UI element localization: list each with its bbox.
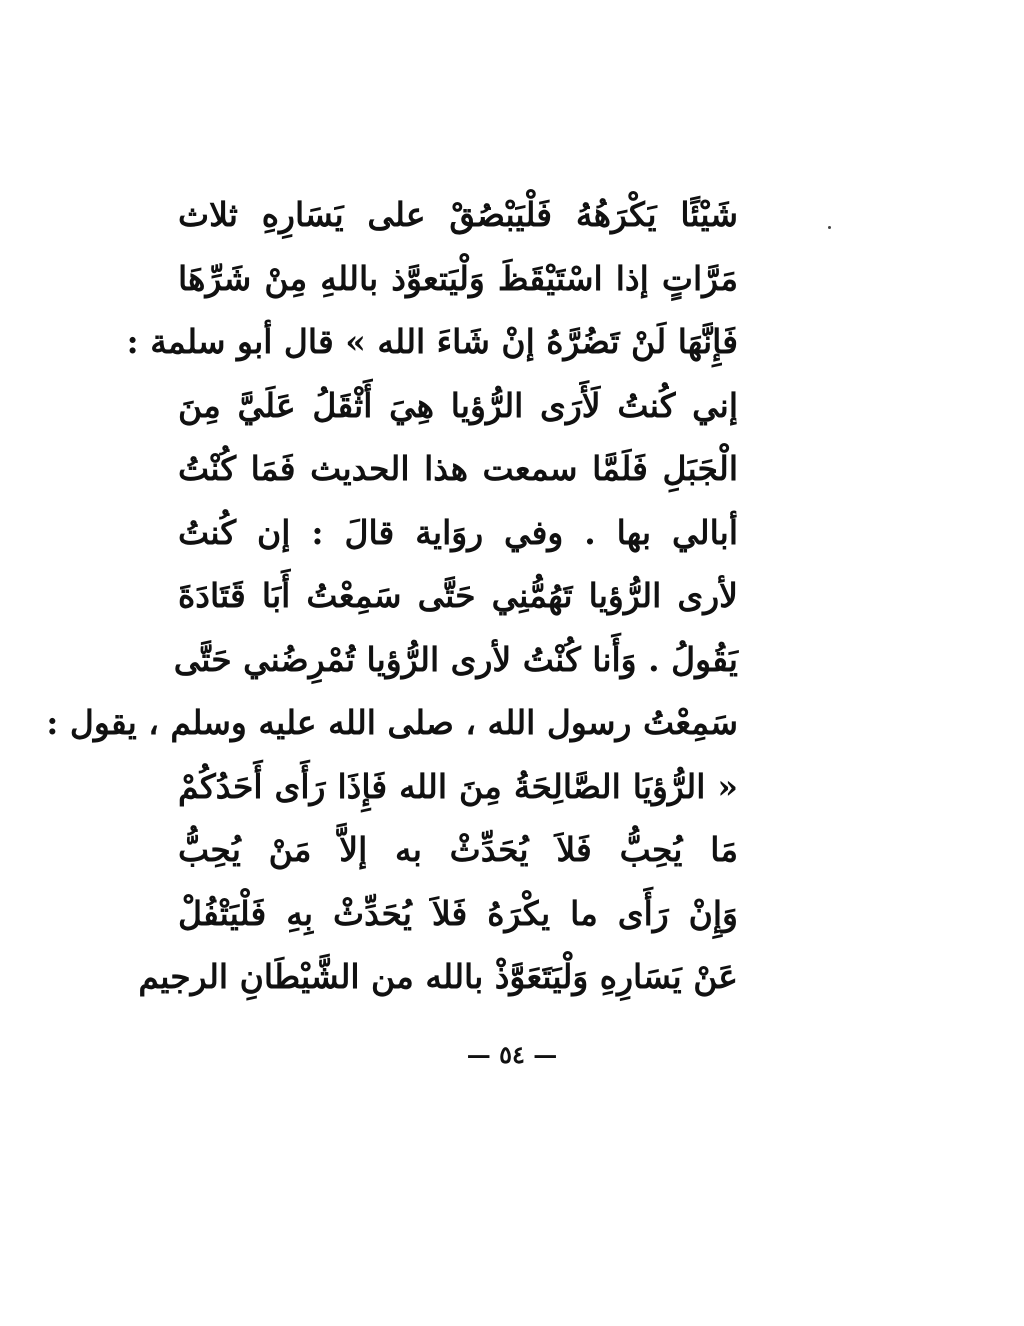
text-line: لأرى الرُّؤيا تَهُمُّنِي حَتَّى سَمِعْتُ أَبَا قَتَادَةَ	[178, 576, 738, 615]
text-line: مَا يُحِبُّ فَلاَ يُحَدِّثْ به إلاَّ مَنْ يُحِبُّ	[178, 830, 738, 869]
scan-speck	[828, 226, 831, 229]
text-line: عَنْ يَسَارِهِ وَلْيَتَعَوَّذْ بالله من الشَّيْطَانِ الرجيم	[138, 957, 738, 996]
text-line: الْجَبَلِ فَلَمَّا سمعت هذا الحديث فَمَا كُنْتُ	[178, 449, 738, 488]
text-line: سَمِعْتُ رسول الله ، صلى الله عليه وسلم ، يقول :	[46, 703, 738, 742]
arabic-text-block	[46, 183, 738, 1009]
page-number: — ٥٤ —	[466, 1040, 558, 1069]
text-line: شَيْئًا يَكْرَهُهُ فَلْيَبْصُقْ على يَسَارِهِ ثلاث	[178, 195, 738, 234]
text-line: وَإِنْ رَأَى ما يكْرَهُ فَلاَ يُحَدِّثْ بِهِ فَلْيَتْفُلْ	[178, 893, 738, 933]
text-line: مَرَّاتٍ إذا اسْتَيْقَظَ وَلْيَتعوَّذ باللهِ مِنْ شَرِّهَا	[178, 258, 738, 298]
text-line: أبالي بها . وفي روَاية قالَ : إن كُنتُ	[178, 512, 738, 552]
text-line: يَقُولُ . وَأَنا كُنْتُ لأرى الرُّؤيا تُمْرِضُني حَتَّى	[173, 639, 738, 679]
text-line: فَإِنَّهَا لَنْ تَضُرَّهُ إنْ شَاءَ الله » قال أبو سلمة :	[126, 322, 738, 361]
text-line: إني كُنتُ لَأَرَى الرُّؤيا هِيَ أَثْقَلُ عَلَيَّ مِنَ	[178, 385, 738, 425]
text-line: « الرُّؤيَا الصَّالِحَةُ مِنَ الله فَإِذَا رَأَى أَحَدُكُمْ	[178, 766, 738, 806]
